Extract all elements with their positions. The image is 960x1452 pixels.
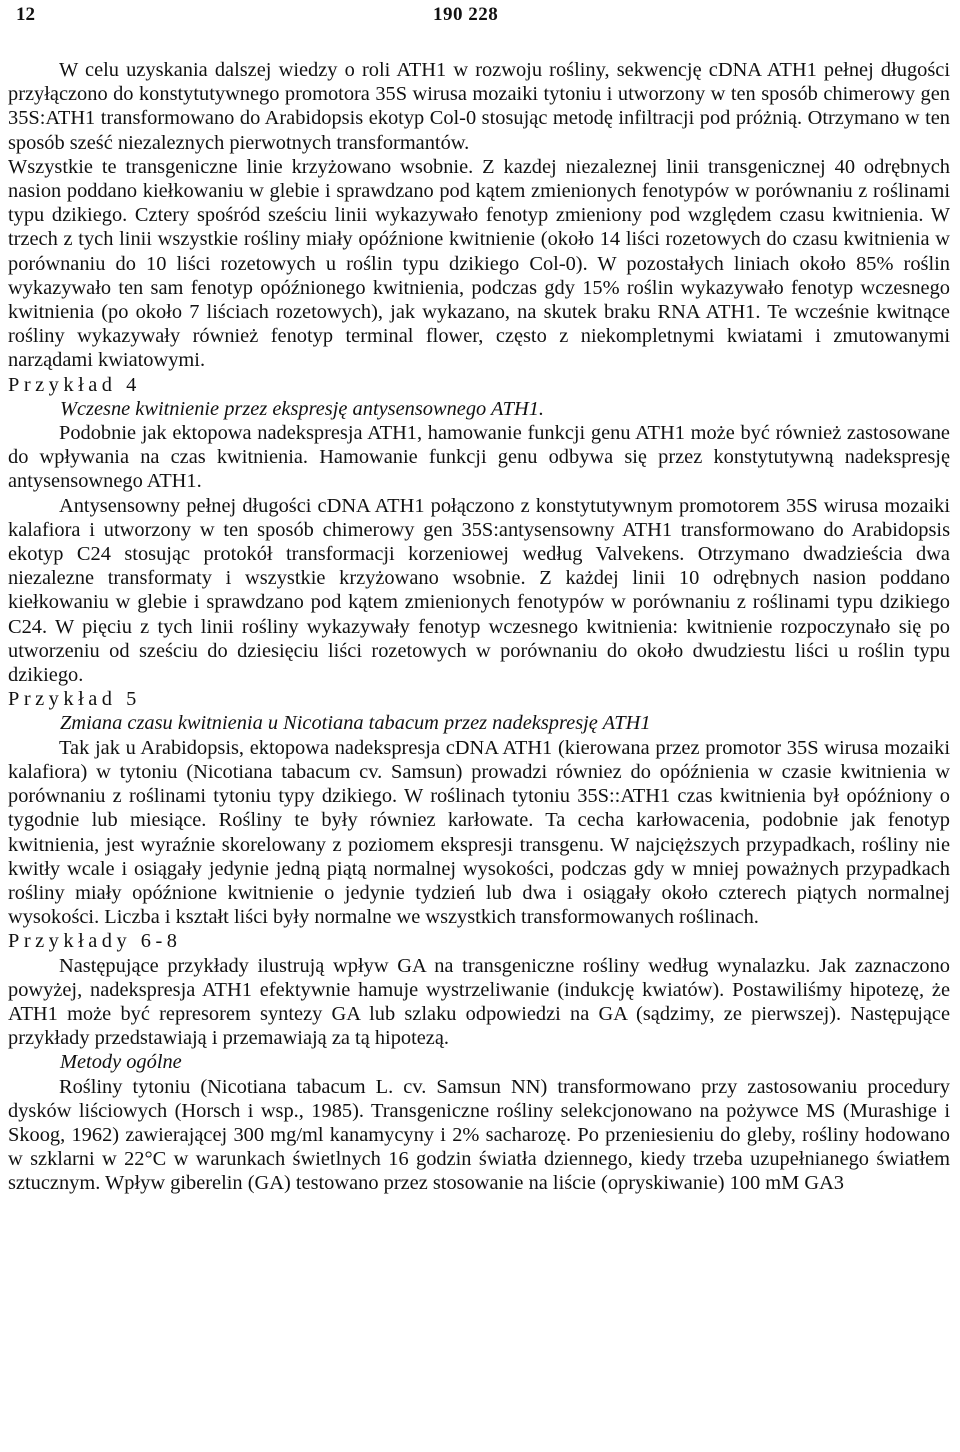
section-subtitle: Metody ogólne — [60, 1051, 182, 1074]
patent-number: 190 228 — [433, 4, 499, 25]
paragraph: Następujące przykłady ilustrują wpływ GA na transgeniczne rośliny według wynalazku. Jak zaznaczono powyżej, nadekspresja ATH1 efektywnie hamuje wystrzeliwanie (indukcję kwiatów). Postawiliśmy hipotezę, że ATH1 może być represorem syntezy GA lub szlaku odpowiedzi na GA (sądzimy, ze pierwszej). Następujące przykłady przedstawiają i przemawiają za tą hipotezą. — [8, 954, 950, 1050]
example-subtitle: Wczesne kwitnienie przez ekspresję antysensownego ATH1. — [60, 397, 544, 420]
example-heading: Przykład 5 — [8, 688, 141, 711]
page-number: 12 — [16, 4, 35, 25]
paragraph: Antysensowny pełnej długości cDNA ATH1 połączono z konstytutywnym promotorem 35S wirusa mozaiki kalafiora i utworzony w ten sposób chimerowy gen 35S:antysensowny ATH1 transformowano do Arabidopsis ekotyp C24 stosując protokół transformacji korzeniowej według Valvekens. Otrzymano dwadzieścia dwa niezalezne transformaty i wszystkie krzyżowano wsobnie. Z każdej linii 10 odrębnych nasion poddano kiełkowaniu w glebie i sprawdzano pod kątem zmienionych fenotypów w porównaniu z roślinami typu dzikiego C24. W pięciu z tych linii rośliny wykazywały fenotyp wczesnego kwitnienia: kwitnienie rozpoczynało się po utworzeniu od sześciu do dziesięciu liści rozetowych w porównaniu do około dwudziestu liści u roślin typu dzikiego. — [8, 494, 950, 687]
document-body — [8, 58, 950, 1196]
paragraph: W celu uzyskania dalszej wiedzy o roli ATH1 w rozwoju rośliny, sekwencję cDNA ATH1 pełnej długości przyłączono do konstytutywnego promotora 35S wirusa mozaiki tytoniu i utworzony w ten sposób chimerowy gen 35S:ATH1 transformowano do Arabidopsis ekotyp Col-0 stosując metodę infiltracji pod próżnią. Otrzymano w ten sposób sześć niezaleznych pierwotnych transformantów. — [8, 59, 950, 154]
paragraph: Wszystkie te transgeniczne linie krzyżowano wsobnie. Z kazdej niezaleznej linii transgenicznej 40 odrębnych nasion poddano kiełkowaniu w glebie i sprawdzano pod kątem zmienionych fenotypów w porównaniu z roślinami typu dzikiego. Cztery spośród sześciu linii wykazywało fenotyp zmieniony pod względem czasu kwitnienia. W trzech z tych linii wszystkie rośliny miały opóźnione kwitnienie (około 14 liści rozetowych do czasu kwitnienia w porównaniu do 10 liści rozetowych u roślin typu dzikiego Col-0). W pozostałych liniach około 85% roślin wykazywało ten sam fenotyp opóźnionego kwitnienia, podczas gdy 15% roślin wykazywało fenotyp wczesnego kwitnienia (po około 7 liściach rozetowych), jak wykazano, na skutek braku RNA ATH1. Te wcześnie kwitnące rośliny wykazywały również fenotyp terminal flower, często z niekompletnymi kwiatami i zmutowanymi narządami kwiatowymi. — [8, 155, 950, 372]
example-heading: Przykłady 6-8 — [8, 930, 182, 953]
page-header — [8, 0, 950, 40]
example-subtitle: Zmiana czasu kwitnienia u Nicotiana tabacum przez nadekspresję ATH1 — [60, 712, 651, 735]
paragraph: Rośliny tytoniu (Nicotiana tabacum L. cv. Samsun NN) transformowano przy zastosowaniu procedury dysków liściowych (Horsch i wsp., 1985). Transgeniczne rośliny selekcjonowano na pożywce MS (Murashige i Skoog, 1962) zawierającej 300 mg/ml kanamycyny i 2% sacharozę. Po przeniesieniu do gleby, rośliny hodowano w szklarni w 22°C w warunkach świetlnych 16 godzin światła dziennego, kiedy trzeba uzupełnianego światłem sztucznym. Wpływ giberelin (GA) testowano przez stosowanie na liście (opryskiwanie) 100 mM GA3 — [8, 1075, 950, 1195]
example-heading: Przykład 4 — [8, 373, 141, 396]
paragraph: Podobnie jak ektopowa nadekspresja ATH1, hamowanie funkcji genu ATH1 może być również zastosowane do wpływania na czas kwitnienia. Hamowanie funkcji genu odbywa się przez konstytutywną nadekspresję antysensownego ATH1. — [8, 422, 950, 493]
paragraph: Tak jak u Arabidopsis, ektopowa nadekspresja cDNA ATH1 (kierowana przez promotor 35S wirusa mozaiki kalafiora) w tytoniu (Nicotiana tabacum cv. Samsun) prowadzi równiez do opóźnienia w czasie kwitnienia w porównaniu z roślinami tytoniu typy dzikiego. W roślinach tytoniu 35S::ATH1 czas kwitnienia był opóźniony o tygodnie lub miesiące. Rośliny te były równiez karłowate. Ta cecha karłowacenia, podobnie jak fenotyp kwitnienia, jest wyraźnie skorelowany z poziomem ekspresji transgenu. W najcięższych przypadkach, rośliny nie kwitły wcale i osiągały jedynie jedną piątą normalnej wysokości, podczas gdy w mniej poważnych przypadkach rośliny miały opóźnione kwitnienie o jedynie tydzień lub dwa i osiągały około czterech piątych normalnej wysokości. Liczba i kształt liści były normalne we wszystkich transformowanych roślinach. — [8, 736, 950, 929]
